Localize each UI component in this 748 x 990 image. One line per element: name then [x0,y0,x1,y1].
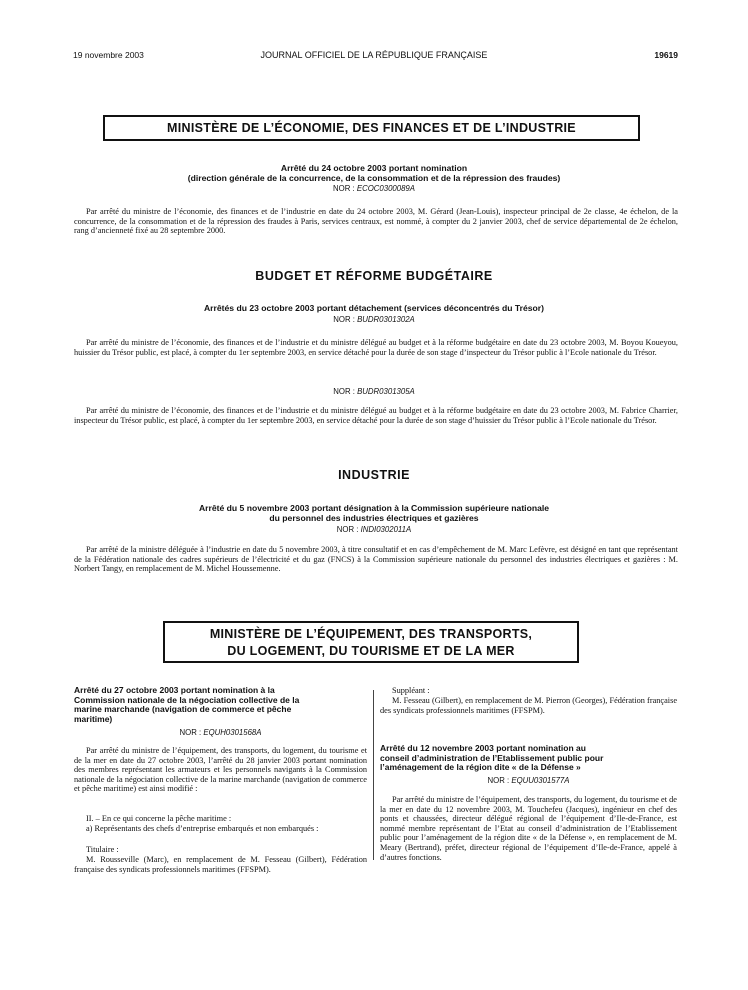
nor-reference [70,525,678,535]
arrete-title-line: du personnel des industries électriques et gazières [269,513,479,523]
nor-label: NOR : [179,728,202,737]
section-industrie-title: INDUSTRIE [338,468,410,482]
arrete-27-octobre-body: Par arrêté du ministre de l’équipement, des transports, du logement, du tourisme et de la mer en date du 27 octobre 2003, l’arrêté du 28 janvier 2003 portant nomination des membres représentant les armateurs et les personnels navigants à la Commission nationale de la négociation collective de la marine marchande (navigation de commerce et pêche maritime) est ainsi modifié : [74,746,367,794]
arrete-12-novembre-title [380,744,677,773]
ministry-equipement-box [163,621,579,663]
journal-title: JOURNAL OFFICIEL DE LA RÉPUBLIQUE FRANÇAISE [260,50,488,60]
nor-code: INDI0302011A [360,525,412,534]
ministry-economie-box [103,115,640,141]
nor-label: NOR : [333,315,355,324]
arrete-23-octobre-title [70,303,678,313]
nor-reference [70,387,678,397]
header-date: 19 novembre 2003 [73,50,144,60]
nor-code: EQUH0301568A [203,728,262,737]
titulaire-body: M. Rousseville (Marc), en remplacement de M. Fesseau (Gilbert), Fédération française des syndicats professionnels maritimes (FFSPM). [74,855,367,874]
arrete-24-octobre-body: Par arrêté du ministre de l’économie, des finances et de l’industrie en date du 24 octobre 2003, M. Gérard (Jean-Louis), inspecteur principal de 2e classe, 4e échelon, de la concurrence, de la consommation et de la répression des fraudes à Paris, services centraux, est nommé, à compter du 2 janvier 2003, chef de service départemental de 2e échelon, rang d’ancienneté fixé au 28 septembre 2000. [74,207,678,236]
arrete-24-octobre-title [70,163,678,183]
nor-label: NOR : [333,184,355,193]
arrete-title-line: Commission nationale de la négociation collective de la [74,694,300,705]
column-divider [373,690,374,860]
arrete-title-line: maritime) [74,713,113,724]
suppleant-body: M. Fesseau (Gilbert), en remplacement de M. Pierron (Georges), Fédération française des syndicats professionnels maritimes (FFSPM). [380,696,677,715]
item-representants: a) Représentants des chefs d’entreprise embarqués et non embarqués : [86,824,319,833]
ministry-equipement-title-line: DU LOGEMENT, DU TOURISME ET DE LA MER [227,644,515,658]
arrete-title-line: conseil d’administration de l’Etablissement public pour [380,752,604,763]
arrete-title-line: Arrêté du 24 octobre 2003 portant nomination [280,163,468,173]
arrete-12-novembre-body: Par arrêté du ministre de l’équipement, des transports, du logement, du tourisme et de la mer en date du 12 novembre 2003, M. Touchefeu (Jacques), ingénieur en chef des ponts et chaussées, directeur délégué régional de l’équipement d’Ile-de-France, est nommé membre représentant de l’Etat au conseil d’administration de l’Etablissement public pour l’aménagement de la région dite « de la Défense », en remplacement de M. Meary (Bertrand), préfet, directeur régional de l’équipement d’Ile-de-France, appelé à d’autres fonctions. [380,795,677,862]
arrete-title-line: l’aménagement de la région dite « de la Défense » [380,762,581,773]
nor-reference [70,315,678,325]
nor-label: NOR : [336,525,359,534]
arrete-title-line: Arrêté du 5 novembre 2003 portant désignation à la Commission supérieure nationale [198,503,550,513]
arrete-tangy-body: Par arrêté de la ministre déléguée à l’industrie en date du 5 novembre 2003, à titre consultatif et en cas d’empêchement de M. Marc Lefèvre, est désigné en tant que représentant de la Fédération nationale des cadres supérieurs de l’électricité et du gaz (FNCS) à la Commission supérieure nationale du personnel des industries électriques et gazières : M. Norbert Tangy, en remplacement de M. Michel Houssemenne. [74,545,678,574]
arrete-koueyou-body: Par arrêté du ministre de l’économie, des finances et de l’industrie et du ministre délégué au budget et à la réforme budgétaire en date du 23 octobre 2003, M. Boyou Koueyou, huissier du Trésor public, est placé, à compter du 1er septembre 2003, en service détaché pour la durée de son stage d’inspecteur du Trésor public à l’Ecole nationale du Trésor. [74,338,678,357]
arrete-title-line: Arrêté du 27 octobre 2003 portant nomination à la [74,685,275,695]
nor-reference [74,728,367,738]
nor-reference [380,776,677,786]
arrete-charrier-body: Par arrêté du ministre de l’économie, des finances et de l’industrie et du ministre délégué au budget et à la réforme budgétaire en date du 23 octobre 2003, M. Fabrice Charrier, inspecteur du Trésor public, est placé, à compter du 1er septembre 2003, en service détaché pour la durée de son stage d’huissier du Trésor public à l’Ecole nationale du Trésor. [74,406,678,425]
suppleant-label: Suppléant : [392,686,430,695]
arrete-title-line: Arrêté du 12 novembre 2003 portant nomination au [380,743,586,753]
nor-label: NOR : [333,387,355,396]
arrete-5-novembre-title [70,503,678,523]
nor-code: BUDR0301302A [357,315,415,324]
ministry-economie-title: MINISTÈRE DE L’ÉCONOMIE, DES FINANCES ET DE L’INDUSTRIE [167,121,576,135]
arrete-title-line: (direction générale de la concurrence, de la consommation et de la répression des fraudes) [187,173,561,183]
nor-reference [70,184,678,194]
nor-label: NOR : [487,776,510,785]
nor-code: ECOC0300089A [356,184,415,193]
nor-code: BUDR0301305A [357,387,415,396]
page-number: 19619 [654,50,678,60]
item-peche-maritime: II. – En ce qui concerne la pêche maritime : [86,814,232,823]
ministry-equipement-title-line: MINISTÈRE DE L’ÉQUIPEMENT, DES TRANSPORTS, [209,627,533,641]
section-budget-title: BUDGET ET RÉFORME BUDGÉTAIRE [255,269,493,283]
arrete-title-line: Arrêtés du 23 octobre 2003 portant détachement (services déconcentrés du Trésor) [203,303,545,313]
titulaire-label: Titulaire : [86,845,119,854]
arrete-title-line: marine marchande (navigation de commerce et pêche [74,704,292,715]
arrete-27-octobre-title [74,686,367,724]
nor-code: EQUU0301577A [511,776,570,785]
